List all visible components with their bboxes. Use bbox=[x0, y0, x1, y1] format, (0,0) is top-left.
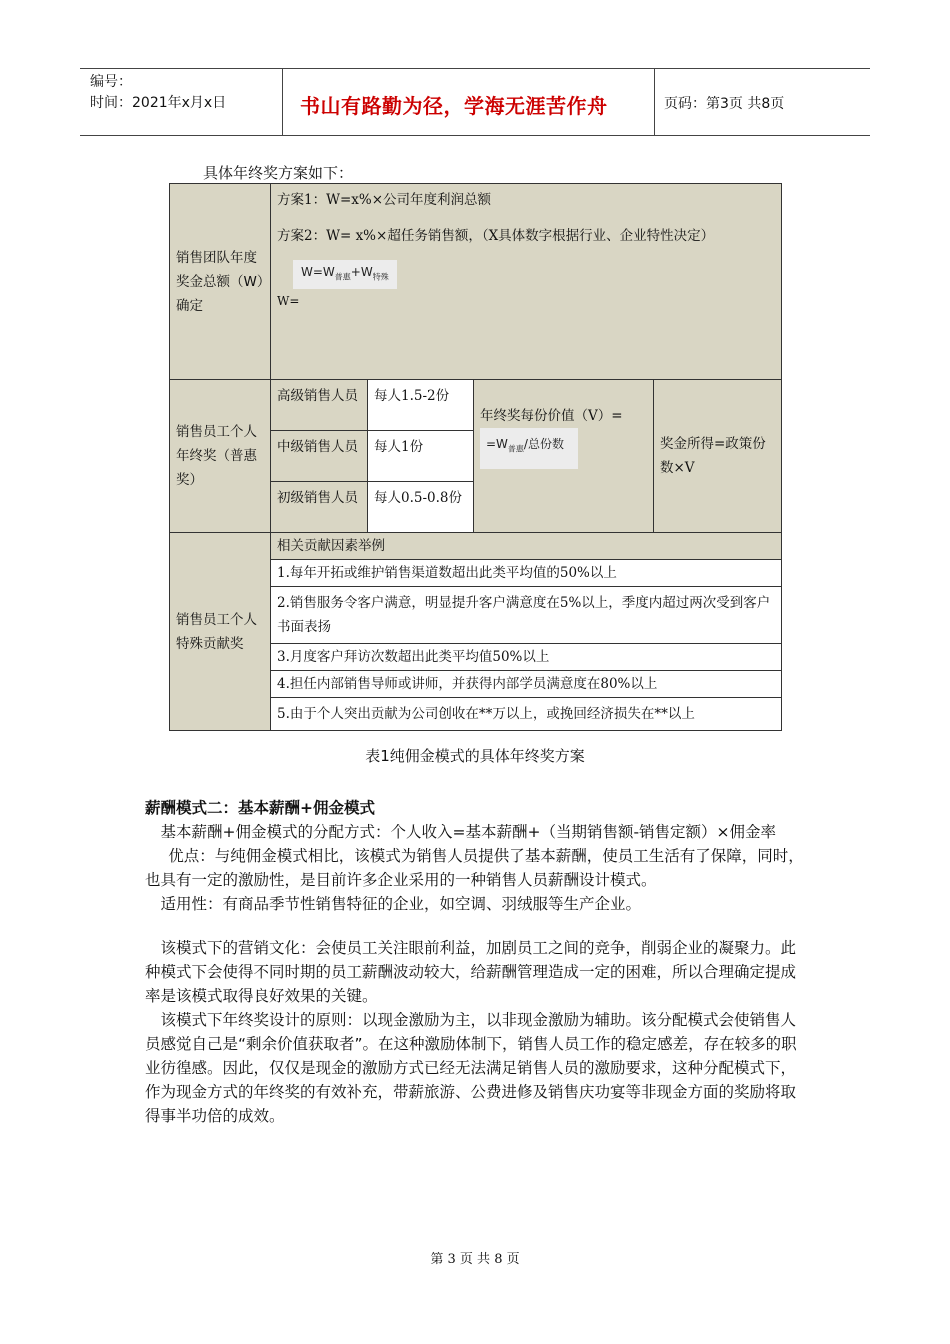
time-label: 时间：2021年x月x日 bbox=[90, 95, 227, 111]
paragraph-applicability: 适用性：有商品季节性销售特征的企业，如空调、羽绒服等生产企业。 bbox=[160, 895, 642, 913]
section-title: 薪酬模式二：基本薪酬+佣金模式 bbox=[145, 799, 375, 817]
share-value-formula-image: $=W_{普惠}/$总份数 bbox=[480, 428, 578, 469]
w-formula-image: $W=W_{普惠}+W_{特殊}$ bbox=[293, 260, 397, 289]
junior-sales: 初级销售人员 bbox=[271, 482, 368, 533]
plan-2: 方案2：W= x%×超任务销售额，（X具体数字根据行业、企业特性决定） bbox=[277, 228, 715, 244]
bonus-result: 奖金所得=政策份数×V bbox=[654, 380, 782, 533]
senior-sales: 高级销售人员 bbox=[271, 380, 368, 431]
section-body bbox=[145, 796, 810, 1128]
serial-label: 编号： bbox=[90, 74, 132, 90]
share-value-cell bbox=[474, 380, 654, 533]
header-page-label: 页码：第3页 共8页 bbox=[664, 96, 785, 112]
regular-bonus-label: 销售员工个人年终奖（普惠奖） bbox=[170, 380, 271, 533]
table-caption: 表1纯佣金模式的具体年终奖方案 bbox=[365, 747, 585, 765]
plan-1: 方案1：W=x%×公司年度利润总额 bbox=[277, 192, 492, 208]
paragraph-principle: 该模式下年终奖设计的原则：以现金激励为主，以非现金激励为辅助。该分配模式会使销售人员感觉自己是“剩余价值获取者”。在这种激励体制下，销售人员工作的稳定感差，存在较多的职业彷徨感。因此，仅仅是现金的激励方式已经无法满足销售人员的激励要求，这种分配模式下，作为现金方式的年终奖的有效补充，带薪旅游、公费进修及销售庆功宴等非现金方面的奖励将取得事半功倍的成效。 bbox=[145, 1011, 797, 1125]
header-meta bbox=[90, 72, 226, 114]
factor-item: 3.月度客户拜访次数超出此类平均值50%以上 bbox=[271, 644, 782, 671]
junior-share: 每人0.5-0.8份 bbox=[368, 482, 474, 533]
share-value-label: 年终奖每份价值（V）= bbox=[480, 408, 623, 424]
page-footer: 第 3 页 共 8 页 bbox=[430, 1252, 520, 1267]
middle-sales: 中级销售人员 bbox=[271, 431, 368, 482]
header-divider-left bbox=[282, 68, 283, 135]
paragraph-advantage: 优点：与纯佣金模式相比，该模式为销售人员提供了基本薪酬，使员工生活有了保障，同时，也具有一定的激励性，是目前许多企业采用的一种销售人员薪酬设计模式。 bbox=[145, 847, 804, 889]
paragraph-culture: 该模式下的营销文化：会使员工关注眼前利益，加剧员工之间的竞争，削弱企业的凝聚力。此种模式下会使得不同时期的员工薪酬波动较大，给薪酬管理造成一定的困难，所以合理确定提成率是该模式取得良好效果的关键。 bbox=[145, 939, 797, 1005]
w-equals: W= bbox=[277, 294, 300, 309]
intro-text: 具体年终奖方案如下： bbox=[203, 164, 354, 182]
header-divider-right bbox=[654, 68, 655, 135]
paragraph-formula: 基本薪酬+佣金模式的分配方式：个人收入=基本薪酬+（当期销售额-销售定额）×佣金率 bbox=[160, 823, 777, 841]
factor-item: 4.担任内部销售导师或讲师，并获得内部学员满意度在80%以上 bbox=[271, 671, 782, 698]
factor-item: 1.每年开拓或维护销售渠道数超出此类平均值的50%以上 bbox=[271, 560, 782, 587]
factor-item: 2.销售服务令客户满意，明显提升客户满意度在5%以上，季度内超过两次受到客户书面表扬 bbox=[271, 587, 782, 644]
factor-item: 5.由于个人突出贡献为公司创收在**万以上，或挽回经济损失在**以上 bbox=[271, 698, 782, 731]
bonus-plan-table bbox=[169, 183, 782, 731]
team-bonus-plans bbox=[271, 184, 782, 380]
senior-share: 每人1.5-2份 bbox=[368, 380, 474, 431]
header-motto: 书山有路勤为径，学海无涯苦作舟 bbox=[300, 94, 608, 118]
factors-header: 相关贡献因素举例 bbox=[271, 533, 782, 560]
special-bonus-label: 销售员工个人特殊贡献奖 bbox=[170, 533, 271, 731]
middle-share: 每人1份 bbox=[368, 431, 474, 482]
header-bottom-rule bbox=[80, 135, 870, 136]
team-bonus-label: 销售团队年度奖金总额（W）确定 bbox=[170, 184, 271, 380]
header-top-rule bbox=[80, 68, 870, 69]
